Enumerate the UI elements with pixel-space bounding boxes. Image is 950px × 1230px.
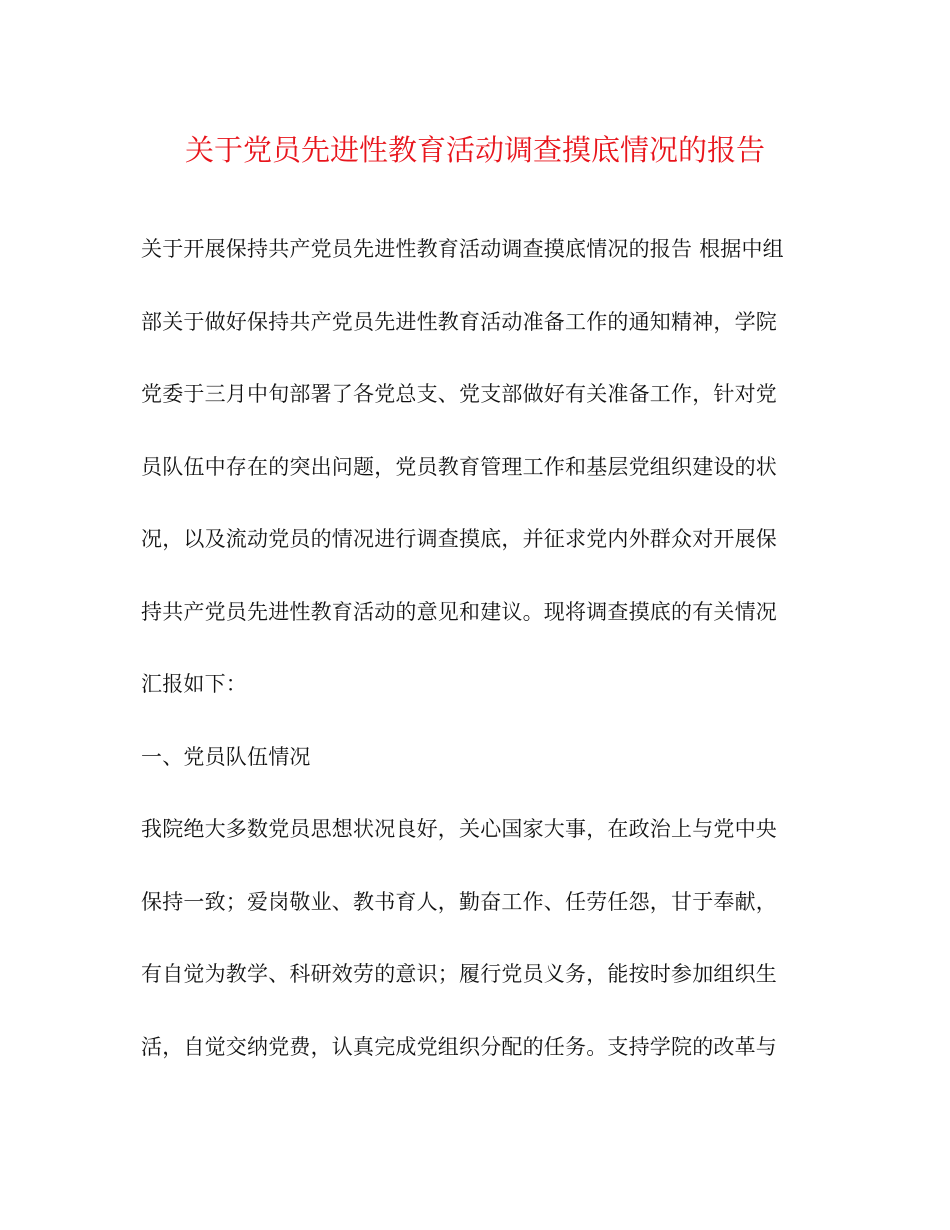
body-line-1: 关于开展保持共产党员先进性教育活动调查摸底情况的报告 根据中组 <box>141 237 784 261</box>
document-title: 关于党员先进性教育活动调查摸底情况的报告 <box>184 133 765 167</box>
body-line-6: 持共产党员先进性教育活动的意见和建议。现将调查摸底的有关情况 <box>141 599 777 624</box>
body-line-9: 我院绝大多数党员思想状况良好，关心国家大事，在政治上与党中央 <box>141 817 777 841</box>
body-line-11: 有自觉为教学、科研效劳的意识；履行党员义务，能按时参加组织生 <box>141 962 777 986</box>
body-line-2: 部关于做好保持共产党员先进性教育活动准备工作的通知精神，学院 <box>141 309 777 334</box>
body-line-4: 员队伍中存在的突出问题，党员教育管理工作和基层党组织建设的状 <box>141 454 777 479</box>
document-body <box>141 228 841 1098</box>
body-line-12: 活，自觉交纳党费，认真完成党组织分配的任务。支持学院的改革与 <box>141 1034 777 1059</box>
section-heading-1: 一、党员队伍情况 <box>141 744 311 769</box>
body-line-10: 保持一致；爱岗敬业、教书育人，勤奋工作、任劳任怨，甘于奉献， <box>141 889 777 914</box>
body-line-5: 况，以及流动党员的情况进行调查摸底，并征求党内外群众对开展保 <box>141 527 777 551</box>
body-line-7: 汇报如下： <box>141 672 247 696</box>
body-line-3: 党委于三月中旬部署了各党总支、党支部做好有关准备工作，针对党 <box>141 382 777 406</box>
